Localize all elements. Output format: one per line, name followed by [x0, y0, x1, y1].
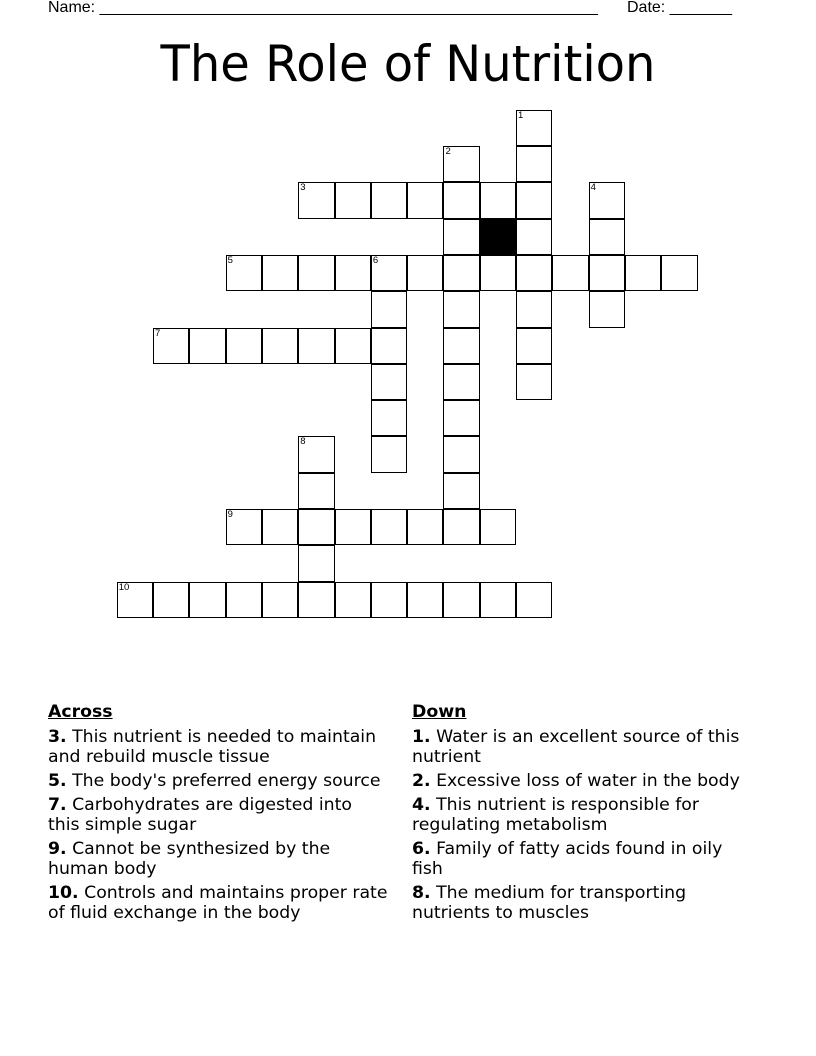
clue-number-label: 9	[227, 509, 233, 521]
grid-cell[interactable]	[480, 255, 516, 291]
grid-cell[interactable]	[552, 255, 588, 291]
grid-cell[interactable]	[480, 182, 516, 218]
clue-number: 4.	[412, 795, 431, 815]
clue-number: 5.	[48, 771, 67, 791]
clue-text: Family of fatty acids found in oily fish	[412, 839, 723, 879]
grid-cell[interactable]	[298, 473, 334, 509]
down-clue-2	[412, 771, 752, 791]
clue-number-label: 5	[227, 254, 233, 266]
clue-number: 1.	[412, 727, 431, 747]
grid-cell[interactable]	[335, 582, 371, 618]
grid-cell[interactable]	[480, 582, 516, 618]
grid-cell[interactable]	[516, 582, 552, 618]
date-field[interactable]: Date: _______	[627, 0, 732, 16]
across-clue-7	[48, 795, 388, 835]
grid-cell[interactable]	[443, 364, 479, 400]
grid-cell[interactable]	[226, 328, 262, 364]
grid-cell[interactable]	[407, 582, 443, 618]
clue-number-label: 7	[155, 327, 161, 339]
grid-cell[interactable]	[298, 255, 334, 291]
across-clue-9	[48, 839, 388, 879]
grid-cell[interactable]	[262, 509, 298, 545]
grid-cell[interactable]	[516, 291, 552, 327]
down-clue-4	[412, 795, 752, 835]
grid-cell[interactable]	[443, 146, 479, 182]
grid-cell[interactable]	[443, 328, 479, 364]
grid-cell[interactable]	[589, 291, 625, 327]
grid-cell[interactable]	[516, 364, 552, 400]
grid-cell[interactable]	[262, 255, 298, 291]
grid-cell[interactable]	[661, 255, 697, 291]
clue-text: Controls and maintains proper rate of fluid exchange in the body	[48, 883, 388, 923]
clue-text: The medium for transporting nutrients to muscles	[412, 883, 687, 923]
grid-cell[interactable]	[371, 255, 407, 291]
clue-number-label: 8	[300, 436, 306, 448]
clue-text: This nutrient is responsible for regulating metabolism	[412, 795, 699, 835]
grid-cell[interactable]	[117, 582, 153, 618]
across-clue-3	[48, 727, 388, 767]
across-clues	[48, 702, 388, 927]
across-heading: Across	[48, 702, 113, 722]
clue-text: Water is an excellent source of this nutrient	[412, 727, 740, 767]
grid-cell[interactable]	[443, 255, 479, 291]
grid-cell[interactable]	[516, 328, 552, 364]
grid-cell[interactable]	[371, 509, 407, 545]
clue-number-label: 6	[372, 254, 379, 266]
name-field[interactable]: Name: ________________________________________________________	[48, 0, 598, 16]
clue-number: 10.	[48, 883, 79, 903]
grid-cell[interactable]	[443, 473, 479, 509]
grid-cell[interactable]	[335, 509, 371, 545]
grid-cell[interactable]	[153, 582, 189, 618]
clue-number: 3.	[48, 727, 67, 747]
grid-cell[interactable]	[516, 219, 552, 255]
grid-cell[interactable]	[516, 182, 552, 218]
grid-cell[interactable]	[262, 582, 298, 618]
clue-number-label: 4	[590, 182, 596, 194]
grid-cell[interactable]	[371, 182, 407, 218]
grid-cell[interactable]	[371, 582, 407, 618]
grid-cell[interactable]	[335, 182, 371, 218]
grid-cell[interactable]	[298, 545, 334, 581]
clue-text: This nutrient is needed to maintain and rebuild muscle tissue	[48, 727, 377, 767]
clue-number-label: 1	[518, 109, 524, 121]
page-title: The Role of Nutrition	[160, 35, 656, 93]
across-clue-5	[48, 771, 388, 791]
clue-text: Carbohydrates are digested into this simple sugar	[48, 795, 352, 835]
grid-cell[interactable]	[371, 364, 407, 400]
clue-number: 9.	[48, 839, 67, 859]
grid-cell[interactable]	[298, 582, 334, 618]
clue-number-label: 3	[300, 182, 306, 194]
grid-cell[interactable]	[443, 436, 479, 472]
across-clue-10	[48, 883, 388, 923]
grid-cell[interactable]	[335, 328, 371, 364]
grid-cell[interactable]	[189, 582, 225, 618]
grid-cell[interactable]	[516, 255, 552, 291]
clue-number: 6.	[412, 839, 431, 859]
clue-text: Cannot be synthesized by the human body	[48, 839, 331, 879]
grid-cell[interactable]	[371, 436, 407, 472]
grid-cell[interactable]	[189, 328, 225, 364]
clue-number: 7.	[48, 795, 67, 815]
grid-cell[interactable]	[480, 509, 516, 545]
grid-cell[interactable]	[443, 291, 479, 327]
grid-cell[interactable]	[589, 255, 625, 291]
grid-cell[interactable]	[371, 291, 407, 327]
grid-cell[interactable]	[298, 182, 334, 218]
grid-cell[interactable]	[589, 219, 625, 255]
grid-cell[interactable]	[589, 182, 625, 218]
grid-cell[interactable]	[443, 219, 479, 255]
grid-cell[interactable]	[371, 328, 407, 364]
grid-cell[interactable]	[407, 255, 443, 291]
grid-cell[interactable]	[625, 255, 661, 291]
grid-cell[interactable]	[443, 400, 479, 436]
grid-cell[interactable]	[407, 182, 443, 218]
grid-cell[interactable]	[298, 509, 334, 545]
grid-cell[interactable]	[443, 582, 479, 618]
down-heading: Down	[412, 702, 467, 722]
grid-cell[interactable]	[407, 509, 443, 545]
grid-cell[interactable]	[298, 328, 334, 364]
clue-number-label: 2	[445, 146, 451, 158]
grid-cell[interactable]	[443, 182, 479, 218]
grid-cell[interactable]	[443, 509, 479, 545]
grid-cell[interactable]	[262, 328, 298, 364]
grid-cell[interactable]	[516, 110, 552, 146]
down-clue-6	[412, 839, 752, 879]
grid-cell[interactable]	[371, 400, 407, 436]
grid-cell[interactable]	[226, 255, 262, 291]
clue-number: 8.	[412, 883, 431, 903]
black-cell	[480, 219, 516, 255]
grid-cell[interactable]	[516, 146, 552, 182]
clue-text: The body's preferred energy source	[72, 771, 381, 791]
grid-cell[interactable]	[226, 509, 262, 545]
grid-cell[interactable]	[298, 436, 334, 472]
down-clues	[412, 702, 752, 927]
grid-cell[interactable]	[153, 328, 189, 364]
clue-number: 2.	[412, 771, 431, 791]
clue-text: Excessive loss of water in the body	[436, 771, 740, 791]
down-clue-1	[412, 727, 752, 767]
down-clue-8	[412, 883, 752, 923]
grid-cell[interactable]	[226, 582, 262, 618]
grid-cell[interactable]	[335, 255, 371, 291]
clue-number-label: 10	[118, 581, 130, 593]
